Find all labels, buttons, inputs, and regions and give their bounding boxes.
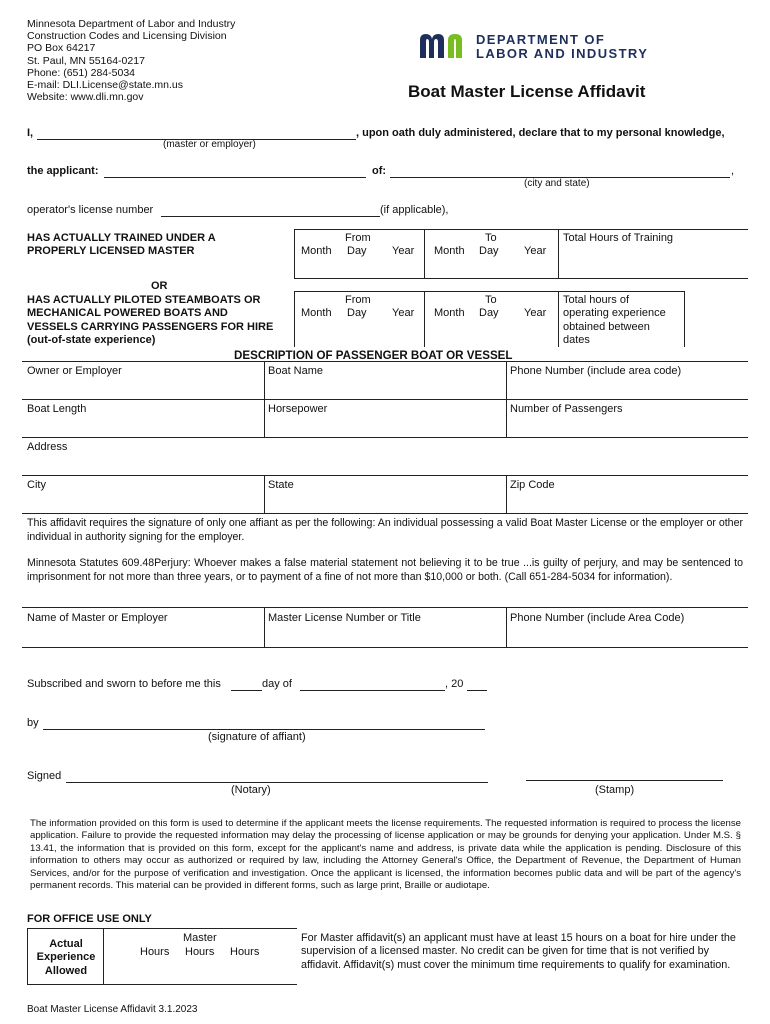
to-label: To [485,294,497,306]
state-label: State [268,479,294,491]
month-label: Month [301,245,332,257]
hours-label: Hours [140,946,170,958]
stamp-field[interactable] [526,780,723,781]
trained-line: HAS ACTUALLY TRAINED UNDER A [27,232,216,244]
office-heading: FOR OFFICE USE ONLY [27,913,152,925]
hours-label: Hours [185,946,215,958]
master-or-employer-caption: (master or employer) [163,139,256,150]
or-label: OR [151,280,168,292]
address-line: St. Paul, MN 55164-0217 [27,54,145,67]
year-label: Year [524,245,547,257]
piloted-line: (out-of-state experience) [27,334,156,346]
total-operating-line: operating experience [563,307,666,319]
address-line: Website: www.dli.mn.gov [27,91,144,104]
trailing-comma: , [731,165,735,177]
applicant-field[interactable] [104,177,366,178]
total-operating-line: dates [563,334,590,346]
by-label: by [27,717,39,729]
affidavit-text: This affidavit requires the signature of only one affiant as per the following: An individual possessing a valid Boat Master License or the employer or other individual in authority signing for the employer. [27,517,743,543]
boat-name-label: Boat Name [268,365,324,377]
phone-label: Phone Number (include area code) [510,365,682,377]
address-line: Construction Codes and Licensing Division [27,30,227,43]
actual-line: Experience [36,951,96,963]
master-phone-label: Phone Number (include Area Code) [510,612,685,624]
piloted-line: VESSELS CARRYING PASSENGERS FOR HIRE [27,321,274,333]
oath-suffix: , upon oath duly administered, declare that to my personal knowledge, [356,127,725,139]
office-note: For Master affidavit(s) an applicant must have at least 15 hours on a boat for hire under the supervision of a licensed master. No credit can be given for time that is not verified by affidavit. Affidavit(s) must cover the minimum time requirements to qualify for examination. [301,932,736,971]
month-label: Month [301,307,332,319]
month-label: Month [434,245,465,257]
logo-line2: LABOR AND INDUSTRY [476,46,649,61]
vessel-heading: DESCRIPTION OF PASSENGER BOAT OR VESSEL [234,349,513,362]
to-label: To [485,232,497,244]
notary-signature-field[interactable] [66,782,488,783]
piloted-line: MECHANICAL POWERED BOATS AND [27,307,228,319]
actual-line: Actual [49,938,83,950]
master-license-label: Master License Number or Title [268,612,421,624]
actual-line: Allowed [44,965,88,977]
sworn-year-field[interactable] [467,690,487,691]
owner-label: Owner or Employer [27,365,122,377]
day-label: Day [479,307,499,319]
address-line: Phone: (651) 284-5034 [27,66,135,79]
notary-caption: (Notary) [231,784,271,796]
passengers-label: Number of Passengers [510,403,623,415]
piloted-line: HAS ACTUALLY PILOTED STEAMBOATS OR [27,294,261,306]
trained-line: PROPERLY LICENSED MASTER [27,245,195,257]
from-label: From [345,232,371,244]
affiant-caption: (signature of affiant) [208,731,306,743]
year-label: Year [392,245,415,257]
city-label: City [27,479,46,491]
address-line: Minnesota Department of Labor and Industry [27,18,236,30]
year-label: Year [524,307,547,319]
oath-prefix: I, [27,127,34,139]
day-label: Day [347,245,367,257]
agency-address [27,18,235,103]
statute-text: Minnesota Statutes 609.48Perjury: Whoever makes a false material statement not believing it to be true ...is guilty of perjury, and may be sentenced to imprisonment for not more than three years, or to payment of a fine of not more than $10,000 or both. (Call 651-284-5034 for information). [27,557,743,583]
operator-suffix: (if applicable), [380,204,449,216]
hours-label: Hours [230,946,260,958]
operator-license-field[interactable] [161,216,380,217]
total-training-label: Total Hours of Training [563,232,674,244]
page-title: Boat Master License Affidavit [408,82,646,101]
horsepower-label: Horsepower [268,403,328,415]
total-operating-line: obtained between [563,321,650,333]
signed-label: Signed [27,770,62,782]
master-name-label: Name of Master or Employer [27,612,168,624]
stamp-caption: (Stamp) [595,784,635,796]
address-line: PO Box 64217 [27,42,96,55]
total-operating-line: Total hours of [563,294,630,306]
logo-line1: DEPARTMENT OF [476,32,606,47]
address-label: Address [27,441,68,453]
city-state-caption: (city and state) [524,178,590,189]
privacy-notice: The information provided on this form is used to determine if the applicant meets the license requirements. The requested information is required to process the license application. Failure to provide the requested information may delay the processing of license application or may be grounds for denying your application. Under M.S. § 13.41, the information that is provided on this form, except for the applicant's name and address, is private data while the application is pending. Disclosure of this information to others may occur as authorized or required by law, including the Attorney General's Office, the Department of Revenue, the Department of Human Services, and/or for the purpose of verification and investigation. Once the applicant is licensed, the information becomes public data and will be part of the agency's permanent records. This material can be provided in different forms, such as large print, Braille or audiotape. [30,818,741,892]
day-label: Day [347,307,367,319]
address-line: E-mail: DLI.License@state.mn.us [27,79,183,92]
subscribed-label: Subscribed and sworn to before me this [27,678,221,690]
sworn-month-field[interactable] [300,690,445,691]
month-label: Month [434,307,465,319]
day-of-label: day of [262,678,292,690]
applicant-label: the applicant: [27,165,99,177]
footer-version: Boat Master License Affidavit 3.1.2023 [27,1004,198,1015]
from-label: From [345,294,371,306]
master-hours-label: Master [183,932,217,944]
year-label: Year [392,307,415,319]
affiant-signature-field[interactable] [43,729,485,730]
mn-logo-icon [418,30,476,60]
length-label: Boat Length [27,403,87,415]
of-label: of: [372,165,387,177]
year-prefix-label: , 20 [445,678,464,690]
operator-label: operator's license number [27,204,154,216]
day-label: Day [479,245,499,257]
zip-label: Zip Code [510,479,555,491]
sworn-day-field[interactable] [231,690,262,691]
